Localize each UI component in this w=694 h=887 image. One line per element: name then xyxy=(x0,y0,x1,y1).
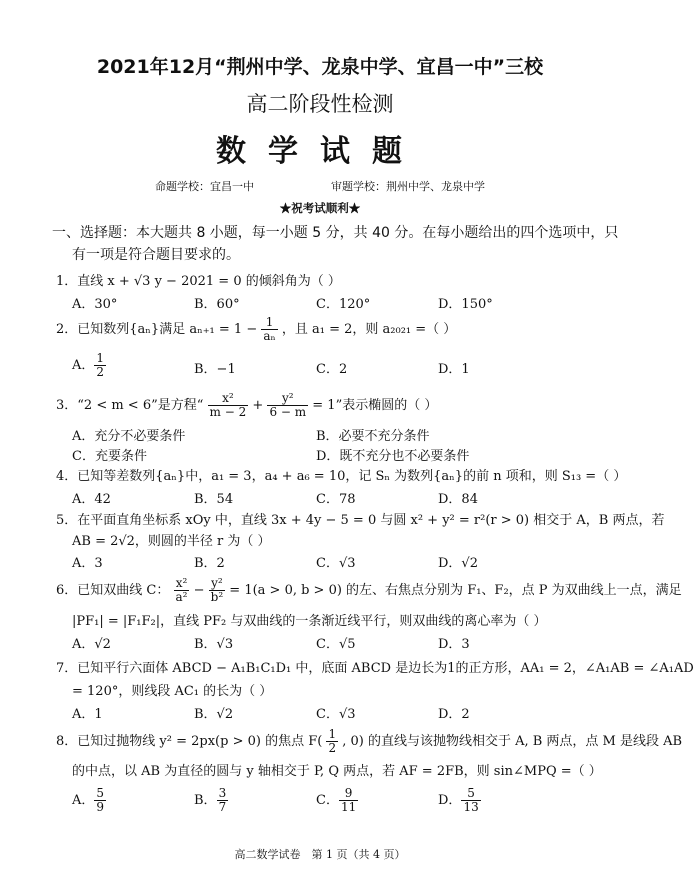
q1-stem: 1．直线 x + √3 y − 2021 = 0 的倾斜角为（ ） xyxy=(56,274,341,289)
q4-option-d: D．84 xyxy=(438,492,478,507)
q4-option-c: C．78 xyxy=(316,492,356,507)
q4-option-b: B．54 xyxy=(194,492,234,507)
q3-option-c: C．充要条件 xyxy=(72,449,147,464)
q7-option-b: B．√2 xyxy=(194,707,234,722)
q8-option-c: C． $\frac{9}{11}$ xyxy=(316,786,357,814)
q2-option-a: A． $\frac{1}{2}$ xyxy=(72,351,105,379)
reviewer-school: 审题学校：荆州中学、龙泉中学 xyxy=(331,180,485,193)
q5-option-a: A．3 xyxy=(72,556,103,571)
q3-option-d: D．既不充分也不必要条件 xyxy=(316,449,470,464)
q1-option-c: C．120° xyxy=(316,297,371,312)
q1-option-a: A．30° xyxy=(72,297,118,312)
q5-stem-line2: AB = 2√2，则圆的半径 r 为（ ） xyxy=(72,534,271,549)
q6-option-c: C．√5 xyxy=(316,637,356,652)
q3-stem: 3．“2 < m < 6”是方程“ $\frac{\text{x²}}{m - 2}$ + $\frac{\text{y²}}{6 - m}$ = 1”表示椭圆的（ ） xyxy=(56,391,438,419)
q7-stem-line2: = 120°，则线段 AC₁ 的长为（ ） xyxy=(72,684,273,699)
q6-option-a: A．√2 xyxy=(72,637,111,652)
q3-option-b: B．必要不充分条件 xyxy=(316,429,430,444)
q8-stem-line2: 的中点，以 AB 为直径的圆与 y 轴相交于 P, Q 两点，若 AF = 2FB，则 sin∠MPQ =（ ） xyxy=(72,764,602,779)
good-luck-note: ★祝考试顺利★ xyxy=(279,201,361,215)
q2-option-d: D．1 xyxy=(438,362,470,377)
q5-stem-line1: 5．在平面直角坐标系 xOy 中，直线 3x + 4y − 5 = 0 与圆 x² + y² = r²(r > 0) 相交于 A，B 两点，若 xyxy=(56,513,665,528)
q1-option-b: B．60° xyxy=(194,297,240,312)
q6-option-b: B．√3 xyxy=(194,637,234,652)
q6-stem-line2: |PF₁| = |F₁F₂|，直线 PF₂ 与双曲线的一条渐近线平行，则双曲线的离心率为（ ） xyxy=(72,614,547,629)
q4-stem: 4．已知等差数列{aₙ}中，a₁ = 3，a₄ + a₆ = 10，记 Sₙ 为数列{aₙ}的前 n 项和，则 S₁₃ =（ ） xyxy=(56,469,627,484)
q8-option-b: B． $\frac{3}{7}$ xyxy=(194,786,227,814)
q3-option-a: A．充分不必要条件 xyxy=(72,429,186,444)
q8-option-a: A． $\frac{5}{9}$ xyxy=(72,786,105,814)
q8-stem-line1: 8．已知过抛物线 y² = 2px(p > 0) 的焦点 F( $\frac{1}{2}$ , 0) 的直线与该抛物线相交于 A, B 两点，点 M 是线段 AB xyxy=(56,727,683,755)
q2-option-b: B．−1 xyxy=(194,362,236,377)
q7-option-d: D．2 xyxy=(438,707,470,722)
q7-option-a: A．1 xyxy=(72,707,103,722)
q6-stem-line1: 6．已知双曲线 C： $\frac{\text{x²}}{\text{a²}}$ − $\frac{\text{y²}}{\text{b²}}$ = 1(a > 0, b > 0) 的左、右焦点分别为 F₁、F₂，点 P 为双曲线上一点，满足 xyxy=(56,576,682,604)
section-heading-line1: 一、选择题：本大题共 8 小题，每一小题 5 分，共 40 分。在每小题给出的四个选项中，只 xyxy=(52,225,619,241)
q2-fraction: $\frac{1}{\text{aₙ}}$ xyxy=(263,315,276,343)
q7-stem-line1: 7．已知平行六面体 ABCD − A₁B₁C₁D₁ 中，底面 ABCD 是边长为1的正方形，AA₁ = 2，∠A₁AB = ∠A₁AD xyxy=(56,661,694,676)
q7-option-c: C．√3 xyxy=(316,707,356,722)
q8-option-d: D． $\frac{5}{13}$ xyxy=(438,786,479,814)
q5-option-c: C．√3 xyxy=(316,556,356,571)
q5-option-b: B．2 xyxy=(194,556,225,571)
q5-option-d: D．√2 xyxy=(438,556,478,571)
section-heading-line2: 有一项是符合题目要求的。 xyxy=(72,247,240,263)
q2-option-c: C．2 xyxy=(316,362,348,377)
q1-option-d: D．150° xyxy=(438,297,493,312)
exam-subtitle: 高二阶段性检测 xyxy=(246,92,394,116)
subject-title: 数学试题 xyxy=(216,134,424,169)
exam-title: 2021年12月“荆州中学、龙泉中学、宜昌一中”三校 xyxy=(96,56,544,78)
setter-school: 命题学校：宜昌一中 xyxy=(155,180,254,193)
page-footer: 高二数学试卷 第 1 页（共 4 页） xyxy=(234,848,406,861)
q2-stem: 2．已知数列{aₙ}满足 aₙ₊₁ = 1 − $\frac{1}{\text{aₙ}}$ ，且 a₁ = 2，则 a₂₀₂₁ =（ ） xyxy=(56,315,457,343)
setter-line xyxy=(0,178,640,194)
q6-option-d: D．3 xyxy=(438,637,470,652)
q4-option-a: A．42 xyxy=(72,492,111,507)
